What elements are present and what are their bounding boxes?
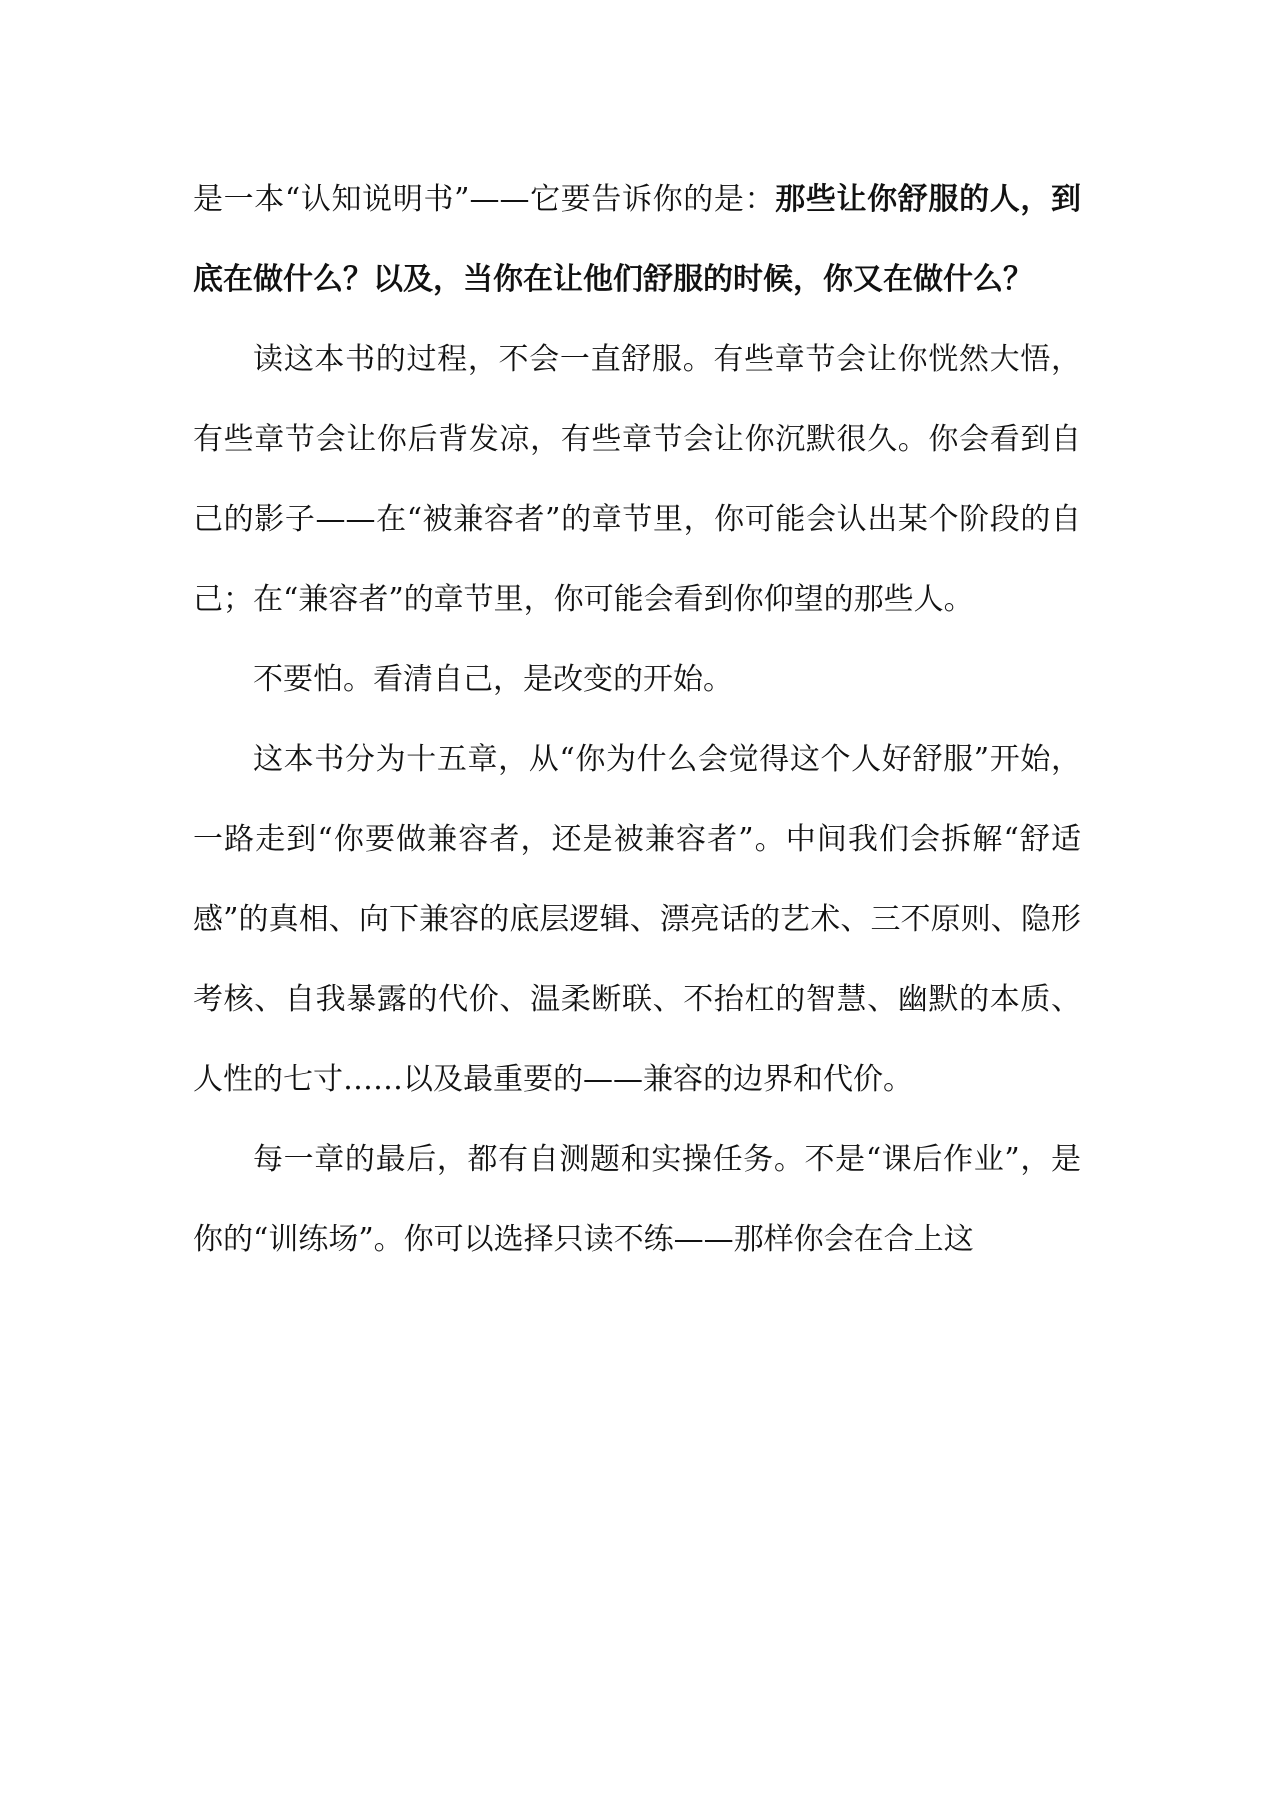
- paragraph-1-bold: 那些让你舒服的人，到底在做什么？以及，当你在让他们舒服的时候，你又在做什么？: [193, 182, 1081, 297]
- body-text: [193, 160, 1081, 1280]
- paragraph-4: 这本书分为十五章，从“你为什么会觉得这个人好舒服”开始，一路走到“你要做兼容者，还是被兼容者”。中间我们会拆解“舒适感”的真相、向下兼容的底层逻辑、漂亮话的艺术、三不原则、隐形考核、自我暴露的代价、温柔断联、不抬杠的智慧、幽默的本质、人性的七寸……以及最重要的——兼容的边界和代价。: [193, 742, 1081, 1097]
- paragraph-3: 不要怕。看清自己，是改变的开始。: [253, 662, 733, 697]
- paragraph-2: 读这本书的过程，不会一直舒服。有些章节会让你恍然大悟，有些章节会让你后背发凉，有些章节会让你沉默很久。你会看到自己的影子——在“被兼容者”的章节里，你可能会认出某个阶段的自己；在“兼容者”的章节里，你可能会看到你仰望的那些人。: [193, 342, 1081, 617]
- paragraph-1: [193, 160, 1081, 320]
- paragraph-5: 每一章的最后，都有自测题和实操任务。不是“课后作业”，是你的“训练场”。你可以选择只读不练——那样你会在合上这: [193, 1142, 1081, 1257]
- paragraph-1-lead: 是一本“认知说明书”——它要告诉你的是：: [193, 182, 776, 217]
